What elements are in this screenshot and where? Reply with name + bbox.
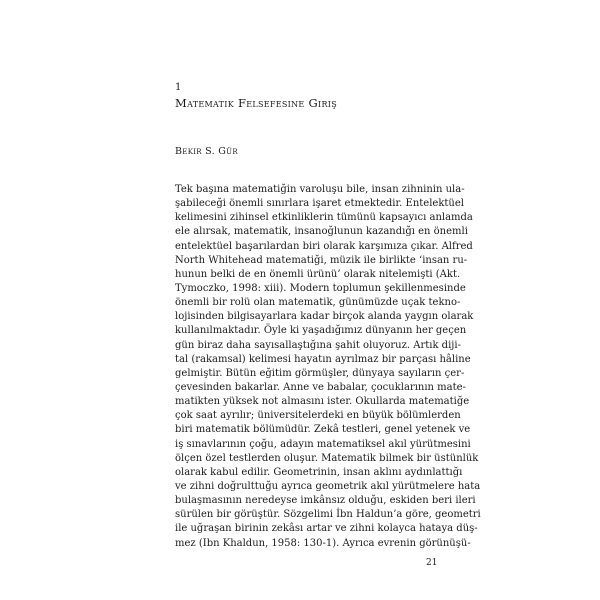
body-line: şabileceği önemli sınırlara işaret etmektedir. Entelektüel xyxy=(175,198,464,210)
body-line: ölçen özel testlerden oluşur. Matematik bilmek bir üstünlük xyxy=(175,452,479,464)
body-line: gelmiştir. Bütün eğitim görmüşler, dünyaya sayıların çer- xyxy=(175,367,465,379)
body-line: Tek başına matematiğin varoluşu bile, insan zihninin ula- xyxy=(175,184,465,195)
body-line: olarak kabul edilir. Geometrinin, insan aklını aydınlattığı xyxy=(175,466,463,478)
body-line: iş sınavlarının çoğu, adayın matematiksel akıl yürütmesini xyxy=(175,438,471,450)
body-line: matikten yüksek not almasını ister. Okullarda matematiğe xyxy=(175,396,470,408)
body-line: Tymoczko, 1998: xiii). Modern toplumun şekillenmesinde xyxy=(175,282,466,294)
chapter-title: Matematik Felsefesine Giriş xyxy=(175,96,338,110)
chapter-number: 1 xyxy=(175,82,182,93)
body-line: kelimesini zihinsel etkinliklerin tümünü kapsayıcı anlamda xyxy=(175,212,473,224)
body-line: tal (rakamsal) kelimesi hayatın ayrılmaz bir parçası hâline xyxy=(175,353,471,365)
body-line: çevesinden bakarlar. Anne ve babalar, çocuklarının mate- xyxy=(175,381,466,393)
body-line: mez (Ibn Khaldun, 1958: 130-1). Ayrıca evrenin görünüşü- xyxy=(175,537,471,549)
body-paragraph xyxy=(175,183,481,551)
body-line: hunun belki de en önemli ürünü’ olarak nitelemişti (Akt. xyxy=(175,268,461,280)
body-line: bulaşmasının neredeyse imkânsız olduğu, eskiden beri ileri xyxy=(175,495,476,507)
body-line: entelektüel başarılardan biri olarak karşımıza çıkar. Alfred xyxy=(175,240,473,252)
body-line: gün biraz daha sayısallaştığına şahit oluyoruz. Artık diji- xyxy=(175,339,461,351)
body-line: çok saat ayrılır; üniversitelerdeki en büyük bölümlerden xyxy=(175,410,461,422)
body-line: kullanılmaktadır. Öyle ki yaşadığımız dünyanın her geçen xyxy=(175,325,467,337)
body-line: biri matematik bölümüdür. Zekâ testleri, genel yetenek ve xyxy=(175,424,471,436)
page-number: 21 xyxy=(426,558,438,568)
body-line: önemli bir rolü olan matematik, günümüzde uçak tekno- xyxy=(175,297,461,309)
body-line: ve zihni doğrulttuğu ayrıca geometrik akıl yürütmelere hata xyxy=(175,480,481,492)
body-line: ile uğraşan birinin zekâsı artar ve zihni kolayca hataya düş- xyxy=(175,523,478,535)
body-line: ele alırsak, matematik, insanoğlunun kazandığı en önemli xyxy=(175,226,468,238)
body-line: lojisinden bilgisayarlara kadar birçok alanda yaygın olarak xyxy=(175,311,474,323)
body-line: North Whitehead matematiği, müzik ile birlikte ‘insan ru- xyxy=(175,254,468,266)
body-line: sürülen bir görüştür. Sözgelimi İbn Haldun’a göre, geometri xyxy=(175,509,481,521)
chapter-author: Bekir S. Gür xyxy=(175,146,238,157)
